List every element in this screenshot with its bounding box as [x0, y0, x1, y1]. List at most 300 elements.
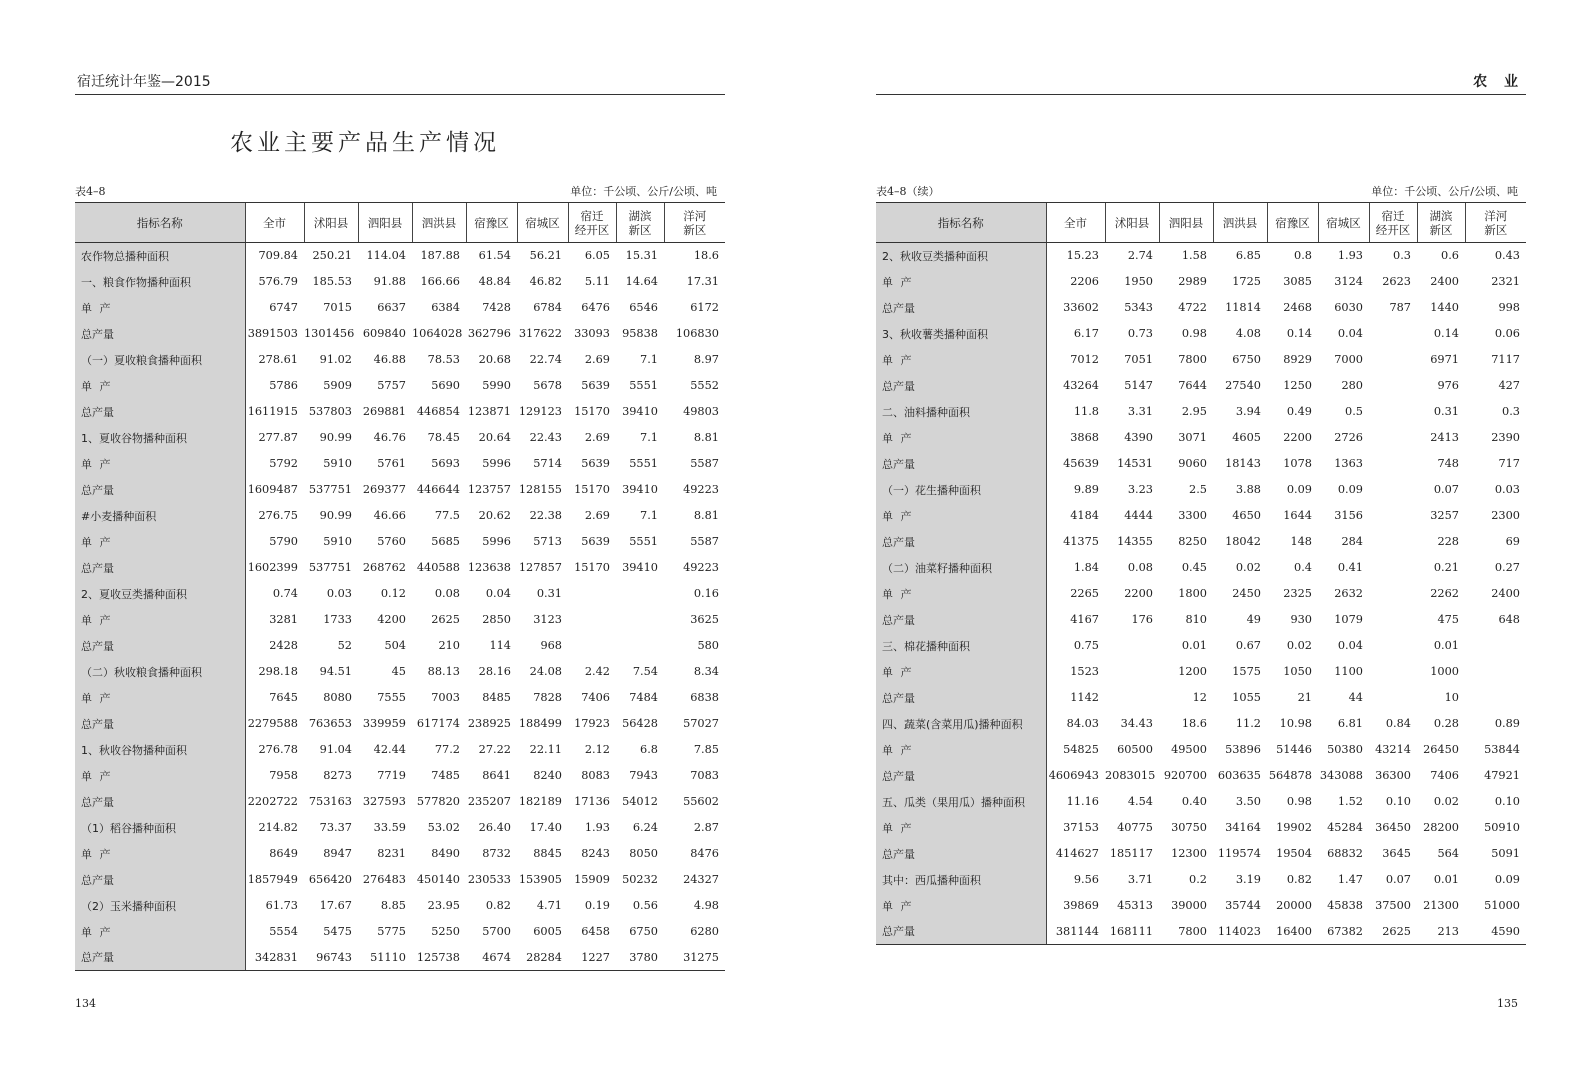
cell-value: 0.03 — [1494, 483, 1520, 496]
column-header — [616, 203, 664, 243]
cell-value: 0.02 — [1433, 795, 1459, 808]
table-row — [75, 373, 725, 399]
cell-value: 34164 — [1225, 821, 1261, 834]
cell-value: 3.31 — [1127, 405, 1153, 418]
column-header — [1465, 203, 1526, 243]
table-row — [75, 243, 725, 269]
cell-value: 1.93 — [584, 821, 610, 834]
cell-value: 5678 — [533, 379, 562, 392]
cell-value — [1369, 607, 1417, 633]
cell-value: 577820 — [416, 795, 460, 808]
table-row — [75, 347, 725, 373]
cell-value: 50232 — [622, 873, 658, 886]
cell-value: 4590 — [1465, 919, 1526, 945]
cell-value: 5587 — [690, 457, 719, 470]
cell-value: 7484 — [629, 691, 658, 704]
column-header: 泗洪县 — [1213, 203, 1267, 243]
cell-value: 185.53 — [312, 275, 352, 288]
cell-value: 3257 — [1430, 509, 1459, 522]
cell-value: 123871 — [467, 405, 511, 418]
table-row — [876, 893, 1526, 919]
cell-value: 276483 — [362, 873, 406, 886]
cell-value: 7.85 — [693, 743, 719, 756]
cell-value: 6747 — [269, 301, 298, 314]
cell-value: 656420 — [308, 873, 352, 886]
cell-value: 2200 — [1283, 431, 1312, 444]
cell-value: 5147 — [1124, 379, 1153, 392]
table-header-row — [75, 203, 725, 243]
cell-value: 91.88 — [373, 275, 406, 288]
cell-value: 228 — [1437, 535, 1459, 548]
cell-value: 60500 — [1117, 743, 1153, 756]
cell-value: 2428 — [269, 639, 298, 652]
cell-value: 2.12 — [584, 743, 610, 756]
cell-value: 2.69 — [584, 431, 610, 444]
cell-value: 8231 — [377, 847, 406, 860]
cell-value: 7555 — [377, 691, 406, 704]
cell-value: 123638 — [467, 561, 511, 574]
cell-value: 235207 — [467, 795, 511, 808]
column-header: 泗洪县 — [412, 203, 466, 243]
cell-value — [568, 633, 616, 659]
cell-value: 12300 — [1171, 847, 1207, 860]
cell-value — [1369, 321, 1417, 347]
cell-value: 3.94 — [1235, 405, 1261, 418]
row-label: 总产量 — [876, 841, 1046, 867]
table-row — [876, 763, 1526, 789]
cell-value — [616, 633, 664, 659]
cell-value: 5587 — [690, 535, 719, 548]
cell-value: 95838 — [622, 327, 658, 340]
cell-value: 3625 — [690, 613, 719, 626]
cell-value: 39869 — [1063, 899, 1099, 912]
cell-value: 49 — [1246, 613, 1261, 626]
cell-value: 5554 — [269, 925, 298, 938]
cell-value: 0.49 — [1286, 405, 1312, 418]
cell-value: 709.84 — [258, 249, 298, 263]
cell-value: 1725 — [1232, 275, 1261, 288]
cell-value: 8.34 — [693, 665, 719, 678]
cell-value: 43264 — [1063, 379, 1099, 392]
cell-value: 22.43 — [529, 431, 562, 444]
cell-value: 16400 — [1267, 919, 1318, 945]
cell-value: 5713 — [533, 535, 562, 548]
cell-value: 119574 — [1217, 847, 1261, 860]
cell-value: 7012 — [1070, 353, 1099, 366]
cell-value: 90.99 — [319, 431, 352, 444]
table-row — [75, 893, 725, 919]
row-label: 总产量 — [876, 373, 1046, 399]
table-header-row — [876, 203, 1526, 243]
table-row — [876, 685, 1526, 711]
cell-value: 1575 — [1232, 665, 1261, 678]
cell-value: 53896 — [1225, 743, 1261, 756]
cell-value: 5761 — [377, 457, 406, 470]
cell-value: 2390 — [1491, 431, 1520, 444]
cell-value: 11.16 — [1066, 795, 1099, 808]
cell-value: 0.74 — [272, 587, 298, 600]
cell-value: 47921 — [1484, 769, 1520, 782]
cell-value: 0.4 — [1294, 561, 1312, 574]
cell-value: 920700 — [1163, 769, 1207, 782]
cell-value: 230533 — [467, 873, 511, 886]
cell-value: 4200 — [377, 613, 406, 626]
table-row — [876, 529, 1526, 555]
cell-value: 18.6 — [693, 249, 719, 263]
cell-value: 0.04 — [485, 587, 511, 600]
cell-value: 930 — [1290, 613, 1312, 626]
cell-value: 14355 — [1117, 535, 1153, 548]
cell-value: 1644 — [1283, 509, 1312, 522]
table-row — [75, 477, 725, 503]
table-row — [75, 581, 725, 607]
cell-value: 6384 — [431, 301, 460, 314]
cell-value: 7000 — [1334, 353, 1363, 366]
cell-value: 5996 — [482, 457, 511, 470]
table-number: 表4–8 — [75, 185, 106, 198]
cell-value: 45313 — [1117, 899, 1153, 912]
table-number-continued: 表4–8（续） — [876, 185, 940, 198]
cell-value: 129123 — [518, 405, 562, 418]
cell-value: 284 — [1341, 535, 1363, 548]
cell-value: 1363 — [1334, 457, 1363, 470]
chapter-title: 农 业 — [1473, 74, 1524, 90]
cell-value: 94.51 — [319, 665, 352, 678]
table-row — [876, 815, 1526, 841]
cell-value: 1440 — [1430, 301, 1459, 314]
cell-value: 5091 — [1491, 847, 1520, 860]
cell-value: 0.98 — [1286, 795, 1312, 808]
row-label: 农作物总播种面积 — [75, 243, 245, 269]
cell-value: 5690 — [431, 379, 460, 392]
cell-value: 1227 — [568, 945, 616, 971]
table-row — [75, 529, 725, 555]
cell-value: 0.07 — [1385, 873, 1411, 886]
row-label: 单 产 — [876, 737, 1046, 763]
cell-value: 1301456 — [304, 327, 355, 340]
cell-value: 36450 — [1375, 821, 1411, 834]
cell-value: 2632 — [1334, 587, 1363, 600]
table-row — [876, 711, 1526, 737]
cell-value: 8.97 — [693, 353, 719, 366]
cell-value: 1200 — [1178, 665, 1207, 678]
cell-value: 8476 — [690, 847, 719, 860]
cell-value: 8250 — [1178, 535, 1207, 548]
row-label: 单 产 — [876, 893, 1046, 919]
cell-value: 73.37 — [319, 821, 352, 834]
cell-value: 0.07 — [1433, 483, 1459, 496]
column-header — [1417, 203, 1465, 243]
table-row — [876, 659, 1526, 685]
cell-value: 0.16 — [693, 587, 719, 600]
cell-value: 2.69 — [584, 509, 610, 522]
cell-value: 269377 — [362, 483, 406, 496]
table-row — [876, 451, 1526, 477]
cell-value: 0.41 — [1337, 561, 1363, 574]
cell-value: 46.66 — [373, 509, 406, 522]
cell-value: 49500 — [1171, 743, 1207, 756]
cell-value: 6637 — [377, 301, 406, 314]
cell-value: 17.40 — [529, 821, 562, 834]
cell-value: 17923 — [574, 717, 610, 730]
column-header-line: 经开区 — [1375, 222, 1411, 237]
table-row — [75, 399, 725, 425]
row-label: 单 产 — [876, 659, 1046, 685]
cell-value: 6971 — [1430, 353, 1459, 366]
cell-value: 28.16 — [478, 665, 511, 678]
cell-value: 15909 — [574, 873, 610, 886]
cell-value: 114023 — [1213, 919, 1267, 945]
column-header — [664, 203, 725, 243]
cell-value: 0.8 — [1294, 249, 1312, 263]
cell-value: 763653 — [308, 717, 352, 730]
row-label: 总产量 — [876, 295, 1046, 321]
cell-value: 57027 — [683, 717, 719, 730]
cell-value: 5760 — [377, 535, 406, 548]
cell-value: 5910 — [323, 535, 352, 548]
cell-value: 2413 — [1430, 431, 1459, 444]
cell-value: 238925 — [467, 717, 511, 730]
cell-value: 810 — [1185, 613, 1207, 626]
table-row — [75, 789, 725, 815]
right-page — [876, 0, 1526, 1077]
cell-value: 6.17 — [1073, 327, 1099, 340]
cell-value: 8083 — [581, 769, 610, 782]
cell-value: 4674 — [466, 945, 517, 971]
row-label: 总产量 — [876, 451, 1046, 477]
cell-value: 1250 — [1283, 379, 1312, 392]
cell-value — [1105, 633, 1159, 659]
cell-value: 277.87 — [258, 431, 298, 444]
cell-value: 78.45 — [427, 431, 460, 444]
cell-value: 39410 — [622, 405, 658, 418]
row-label: 其中：西瓜播种面积 — [876, 867, 1046, 893]
column-header-line: 宿迁 — [1381, 208, 1405, 223]
cell-value: 8641 — [482, 769, 511, 782]
cell-value: 362796 — [467, 327, 511, 340]
cell-value: 7719 — [377, 769, 406, 782]
column-header-line: 宿迁 — [580, 208, 604, 223]
row-label: 总产量 — [75, 711, 245, 737]
row-label: 单 产 — [75, 763, 245, 789]
cell-value: 0.28 — [1433, 717, 1459, 730]
cell-value: 19902 — [1276, 821, 1312, 834]
cell-value: 45284 — [1327, 821, 1363, 834]
cell-value: 7.54 — [632, 665, 658, 678]
cell-value: 9.56 — [1073, 873, 1099, 886]
cell-value: 5552 — [690, 379, 719, 392]
cell-value: 0.04 — [1337, 327, 1363, 340]
cell-value: 3123 — [533, 613, 562, 626]
table-row — [876, 737, 1526, 763]
cell-value: 20000 — [1276, 899, 1312, 912]
row-label: 单 产 — [876, 347, 1046, 373]
cell-value: 17136 — [574, 795, 610, 808]
column-header-line: 湖滨 — [1429, 208, 1453, 223]
row-label: 单 产 — [75, 373, 245, 399]
cell-value: 5639 — [581, 535, 610, 548]
cell-value: 45 — [391, 665, 406, 678]
table-row — [75, 815, 725, 841]
cell-value: 6.05 — [584, 249, 610, 263]
cell-value: 5250 — [431, 925, 460, 938]
cell-value: 2200 — [1124, 587, 1153, 600]
cell-value — [1369, 581, 1417, 607]
cell-value: 4606943 — [1048, 769, 1099, 782]
cell-value: 7800 — [1178, 353, 1207, 366]
cell-value: 8.85 — [380, 899, 406, 912]
cell-value: 52 — [337, 639, 352, 652]
column-header — [568, 203, 616, 243]
cell-value: 1055 — [1232, 691, 1261, 704]
table-unit-right: 单位：千公顷、公斤/公顷、吨 — [1371, 185, 1518, 198]
cell-value: 7.1 — [640, 509, 658, 522]
cell-value: 5639 — [581, 379, 610, 392]
cell-value — [1369, 425, 1417, 451]
cell-value: 187.88 — [420, 249, 460, 263]
cell-value: 7003 — [431, 691, 460, 704]
cell-value — [1465, 685, 1526, 711]
cell-value: 23.95 — [427, 899, 460, 912]
cell-value: 5990 — [482, 379, 511, 392]
cell-value: 0.75 — [1073, 639, 1099, 652]
cell-value: 7485 — [431, 769, 460, 782]
cell-value: 15170 — [574, 561, 610, 574]
table-row — [75, 685, 725, 711]
cell-value: 7117 — [1491, 353, 1520, 366]
cell-value: 3868 — [1070, 431, 1099, 444]
cell-value: 0.14 — [1286, 327, 1312, 340]
cell-value: 8929 — [1283, 353, 1312, 366]
row-label: 单 产 — [876, 503, 1046, 529]
cell-value: 2.74 — [1127, 249, 1153, 263]
cell-value: 327593 — [362, 795, 406, 808]
cell-value: 15170 — [574, 483, 610, 496]
cell-value: 648 — [1498, 613, 1520, 626]
cell-value: 7083 — [690, 769, 719, 782]
cell-value: 5786 — [269, 379, 298, 392]
cell-value: 280 — [1341, 379, 1363, 392]
table-row — [876, 399, 1526, 425]
cell-value: 4.54 — [1127, 795, 1153, 808]
cell-value: 2279588 — [247, 717, 298, 730]
table-row — [876, 477, 1526, 503]
cell-value: 5910 — [323, 457, 352, 470]
cell-value: 49803 — [683, 405, 719, 418]
table-unit: 单位：千公顷、公斤/公顷、吨 — [570, 185, 717, 198]
cell-value: 2265 — [1070, 587, 1099, 600]
cell-value: 51110 — [358, 945, 412, 971]
cell-value: 2989 — [1178, 275, 1207, 288]
cell-value: 3124 — [1334, 275, 1363, 288]
cell-value: 414627 — [1055, 847, 1099, 860]
page-number-left: 134 — [75, 997, 96, 1010]
cell-value: 5.11 — [584, 275, 610, 288]
cell-value: 213 — [1417, 919, 1465, 945]
cell-value: 7406 — [1430, 769, 1459, 782]
left-page — [75, 0, 725, 1077]
row-label: 一、粮食作物播种面积 — [75, 269, 245, 295]
cell-value: 4.71 — [536, 899, 562, 912]
row-label: 总产量 — [75, 477, 245, 503]
cell-value: 49223 — [683, 561, 719, 574]
cell-value: 6750 — [629, 925, 658, 938]
row-label: 2、秋收豆类播种面积 — [876, 243, 1046, 269]
cell-value: 0.09 — [1286, 483, 1312, 496]
cell-value: 61.54 — [478, 249, 511, 263]
column-header: 沭阳县 — [1105, 203, 1159, 243]
cell-value: 37153 — [1063, 821, 1099, 834]
table-meta-left — [75, 183, 725, 199]
cell-value: 7406 — [581, 691, 610, 704]
cell-value: 90.99 — [319, 509, 352, 522]
column-header: 全市 — [1046, 203, 1105, 243]
cell-value: 0.10 — [1385, 795, 1411, 808]
column-header: 全市 — [245, 203, 304, 243]
cell-value: 39410 — [622, 561, 658, 574]
column-header: 宿城区 — [517, 203, 568, 243]
row-label: 总产量 — [75, 789, 245, 815]
cell-value: 8490 — [431, 847, 460, 860]
cell-value: 2206 — [1070, 275, 1099, 288]
table-row — [75, 451, 725, 477]
cell-value: 0.56 — [632, 899, 658, 912]
cell-value: 7958 — [269, 769, 298, 782]
cell-value: 268762 — [362, 561, 406, 574]
cell-value: 7828 — [533, 691, 562, 704]
running-head-right — [876, 74, 1526, 95]
row-label: 单 产 — [75, 451, 245, 477]
cell-value: 91.04 — [319, 743, 352, 756]
cell-value: 26.40 — [478, 821, 511, 834]
cell-value: 564878 — [1268, 769, 1312, 782]
cell-value: 446644 — [416, 483, 460, 496]
cell-value: 1078 — [1283, 457, 1312, 470]
cell-value: 5775 — [377, 925, 406, 938]
cell-value: 0.08 — [434, 587, 460, 600]
table-row — [75, 633, 725, 659]
cell-value: 78.53 — [427, 353, 460, 366]
cell-value: 753163 — [308, 795, 352, 808]
column-header: 指标名称 — [876, 203, 1046, 243]
cell-value: 42.44 — [373, 743, 406, 756]
cell-value: 0.82 — [1286, 873, 1312, 886]
cell-value: 33602 — [1063, 301, 1099, 314]
column-header-line: 洋河 — [683, 208, 707, 223]
row-label: 单 产 — [75, 607, 245, 633]
cell-value: 976 — [1437, 379, 1459, 392]
cell-value: 45639 — [1063, 457, 1099, 470]
cell-value — [568, 607, 616, 633]
cell-value: 9.89 — [1073, 483, 1099, 496]
cell-value: 10 — [1444, 691, 1459, 704]
column-header: 指标名称 — [75, 203, 245, 243]
cell-value: 5693 — [431, 457, 460, 470]
cell-value: 6838 — [690, 691, 719, 704]
cell-value: 427 — [1498, 379, 1520, 392]
row-label: 总产量 — [876, 685, 1046, 711]
column-header-line: 洋河 — [1484, 208, 1508, 223]
cell-value: 1064028 — [412, 327, 463, 340]
cell-value: 4167 — [1070, 613, 1099, 626]
cell-value: 8050 — [629, 847, 658, 860]
cell-value: 0.12 — [380, 587, 406, 600]
cell-value: 6280 — [690, 925, 719, 938]
cell-value: 7051 — [1124, 353, 1153, 366]
cell-value: 8845 — [533, 847, 562, 860]
cell-value: 22.11 — [529, 743, 562, 756]
cell-value: 0.3 — [1502, 405, 1520, 418]
